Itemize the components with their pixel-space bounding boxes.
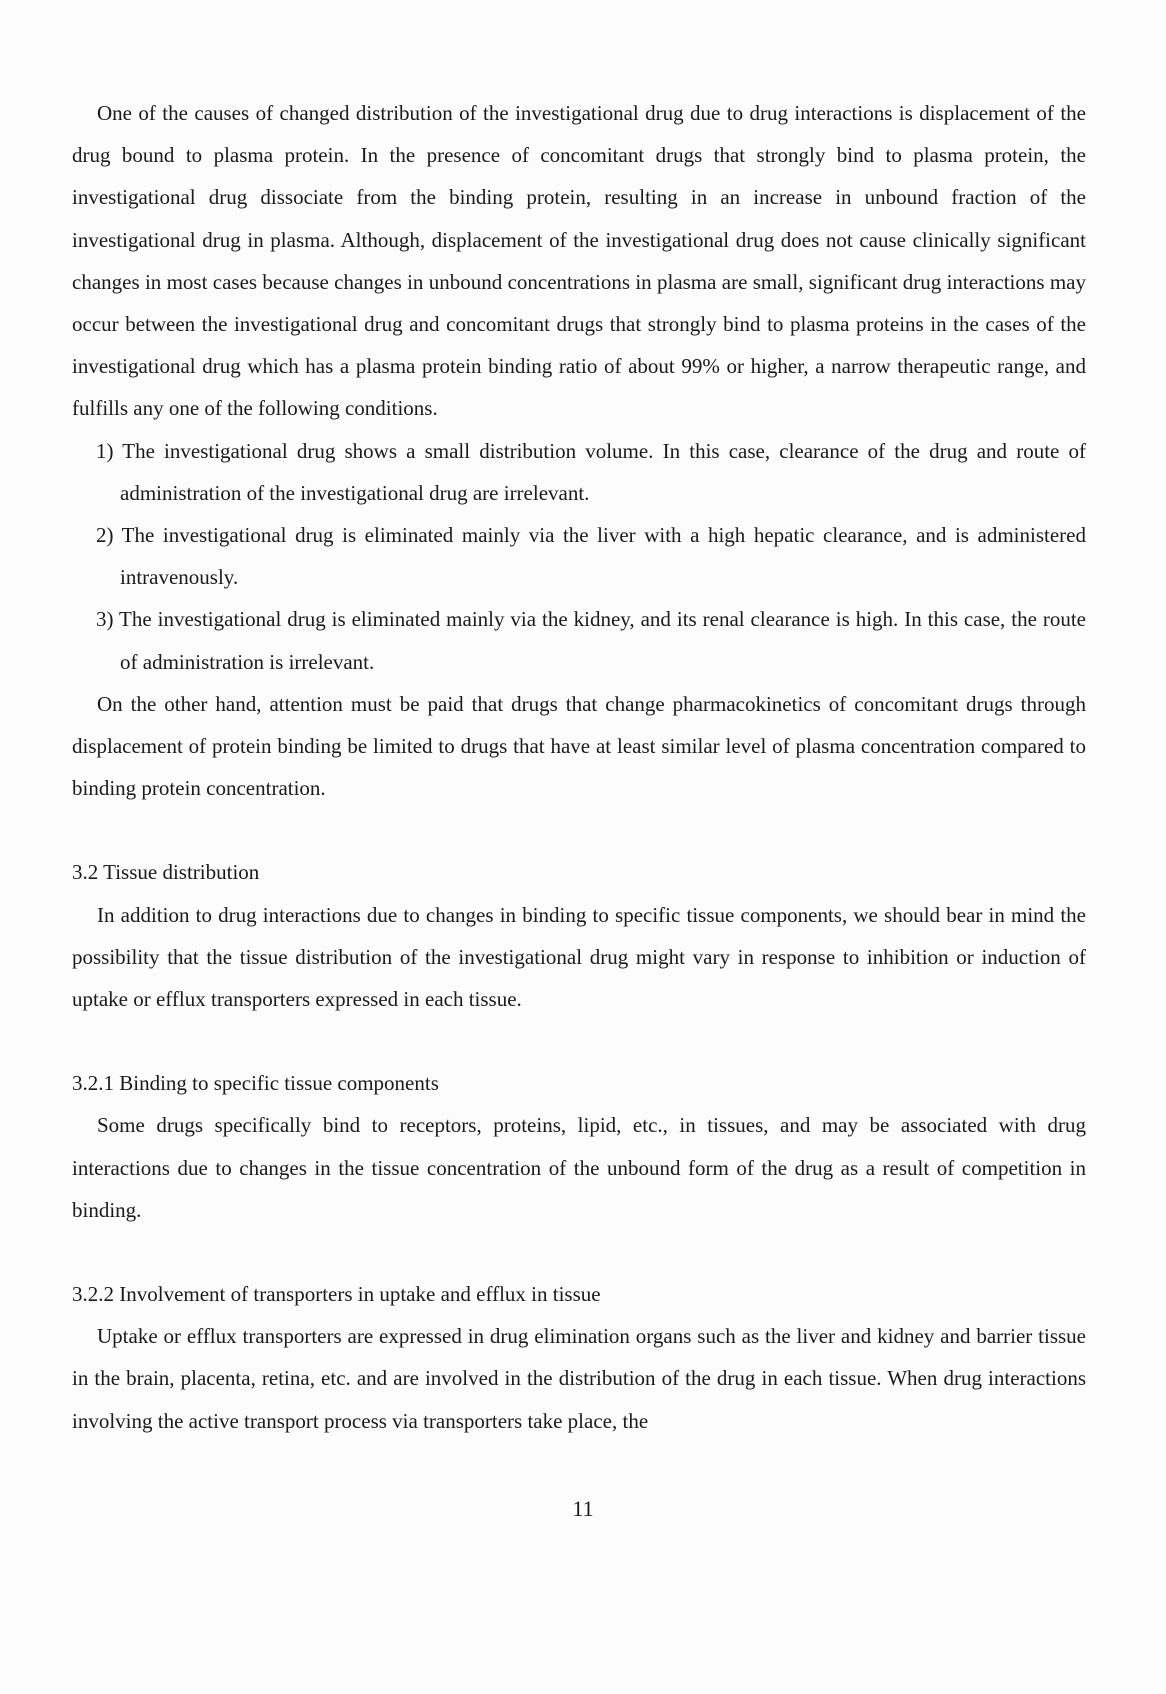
binding-components-heading: 3.2.1 Binding to specific tissue components	[72, 1071, 439, 1096]
tissue-distribution-paragraph: In addition to drug interactions due to changes in binding to specific tissue components, we should bear in mind the possibility that the tissue distribution of the investigational drug might vary in response to inhibition or induction of uptake or efflux transporters expressed in each tissue.	[72, 902, 1086, 1012]
conditions-list	[72, 430, 1086, 683]
condition-item-3: 3) The investigational drug is eliminated mainly via the kidney, and its renal clearance is high. In this case, the route of administration is irrelevant.	[96, 607, 1086, 674]
transporters-heading: 3.2.2 Involvement of transporters in uptake and efflux in tissue	[72, 1282, 601, 1307]
tissue-distribution-heading: 3.2 Tissue distribution	[72, 860, 260, 885]
transporters-paragraph: Uptake or efflux transporters are expressed in drug elimination organs such as the liver and kidney and barrier tissue in the brain, placenta, retina, etc. and are involved in the distribution of the drug in each tissue. When drug interactions involving the active transport process via transporters take place, the	[72, 1324, 1086, 1433]
page-number: 11	[572, 1496, 594, 1521]
condition-item-2: 2) The investigational drug is eliminated mainly via the liver with a high hepatic clearance, and is administered intravenously.	[96, 523, 1086, 590]
condition-item-1: 1) The investigational drug shows a small distribution volume. In this case, clearance of the drug and route of administration of the investigational drug are irrelevant.	[96, 438, 1086, 505]
other-hand-paragraph: On the other hand, attention must be paid that drugs that change pharmacokinetics of concomitant drugs through displacement of protein binding be limited to drugs that have at least similar level of plasma concentration compared to binding protein concentration.	[72, 691, 1086, 801]
intro-paragraph: One of the causes of changed distribution of the investigational drug due to drug interactions is displacement of the drug bound to plasma protein. In the presence of concomitant drugs that strongly bind to plasma protein, the investigational drug dissociate from the binding protein, resulting in an increase in unbound fraction of the investigational drug in plasma. Although, displacement of the investigational drug does not cause clinically significant changes in most cases because changes in unbound concentrations in plasma are small, significant drug interactions may occur between the investigational drug and concomitant drugs that strongly bind to plasma proteins in the cases of the investigational drug which has a plasma protein binding ratio of about 99% or higher, a narrow therapeutic range, and fulfills any one of the following conditions.	[72, 101, 1086, 421]
binding-components-paragraph: Some drugs specifically bind to receptors, proteins, lipid, etc., in tissues, and may be associated with drug interactions due to changes in the tissue concentration of the unbound form of the drug as a result of competition in binding.	[72, 1113, 1086, 1222]
document-page	[72, 92, 1086, 1442]
